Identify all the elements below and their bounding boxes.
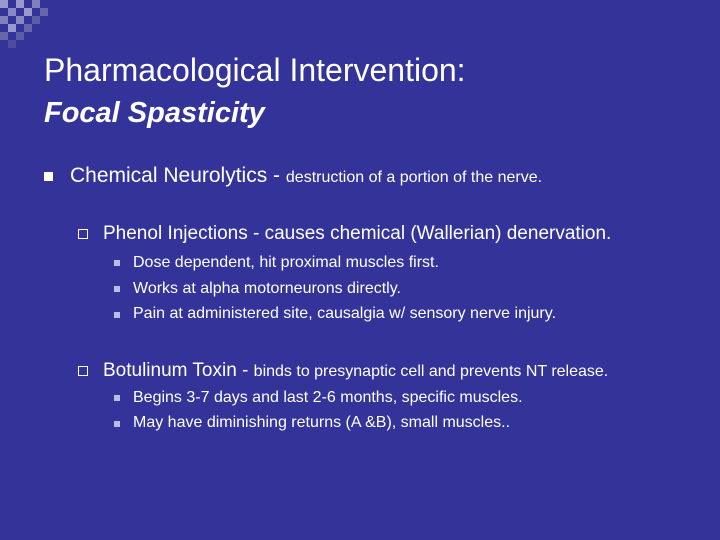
list-item: Works at alpha motorneurons directly. (133, 280, 401, 297)
hollow-square-bullet-icon (78, 229, 88, 239)
bullet-detail-text: destruction of a portion of the nerve. (285, 169, 543, 186)
list-item: May have diminishing returns (A &B), small muscles.. (133, 414, 511, 431)
bullet-main-text: Chemical Neurolytics - (70, 164, 286, 187)
small-square-bullet-icon (114, 286, 120, 292)
small-square-bullet-icon (114, 395, 120, 401)
list-item: Begins 3-7 days and last 2-6 months, specific muscles. (133, 389, 523, 406)
bullet-phenol-injections: Phenol Injections - causes chemical (Wallerian) denervation. (103, 223, 612, 244)
bullet-botulinum-toxin (103, 358, 608, 385)
square-bullet-icon (44, 172, 53, 181)
bullet-detail-text: binds to presynaptic cell and prevents NT release. (253, 363, 609, 380)
list-item: Pain at administered site, causalgia w/ sensory nerve injury. (133, 305, 557, 322)
slide-subtitle: Focal Spasticity (44, 97, 265, 129)
hollow-square-bullet-icon (78, 366, 88, 376)
small-square-bullet-icon (114, 260, 120, 266)
slide-title: Pharmacological Intervention: (44, 52, 466, 88)
bullet-chemical-neurolytics (70, 162, 542, 192)
small-square-bullet-icon (114, 421, 120, 427)
small-square-bullet-icon (114, 312, 120, 318)
list-item: Dose dependent, hit proximal muscles first. (133, 254, 439, 271)
corner-decoration (0, 0, 60, 48)
bullet-main-text: Botulinum Toxin - (103, 360, 254, 381)
